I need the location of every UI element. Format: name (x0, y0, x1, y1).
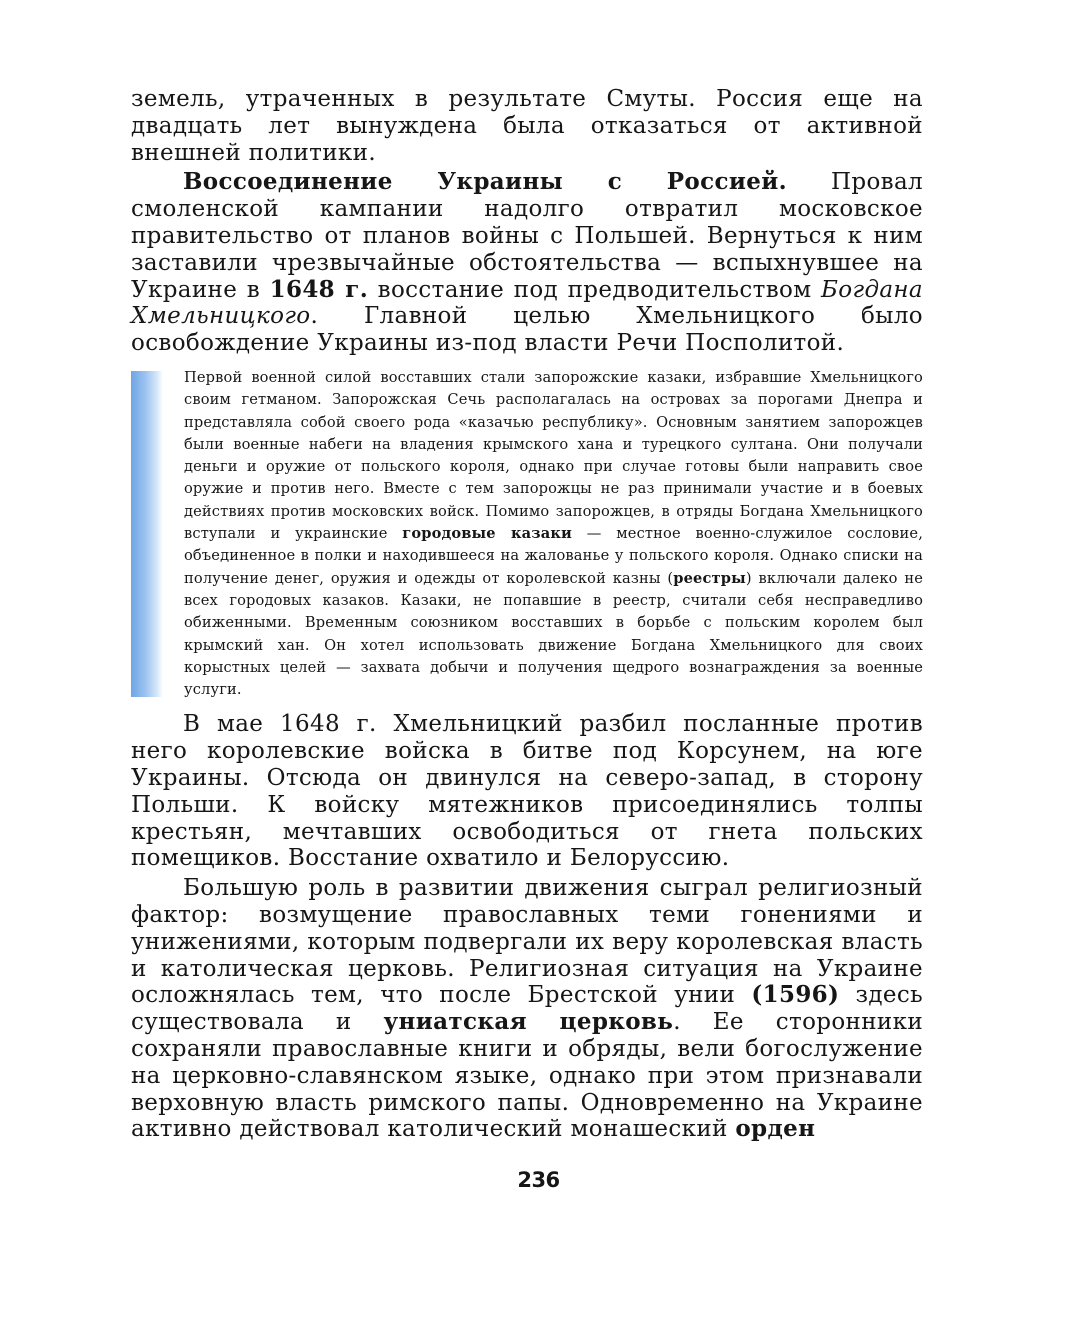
sidebar-note (131, 367, 923, 701)
sidebar-text-part: ) включали далеко не всех городовых казаков. Казаки, не попавшие в реестр, считали себя несправедливо обиженными. Временным союзником восставших в борьбе с польским королем был крымский хан. Он хотел использовать движение Богдана Хмельницкого для своих корыстных целей — захвата добычи и получения щедрого вознаграждения за военные услуги. (184, 569, 923, 699)
bold-term: орден (735, 1115, 816, 1143)
sidebar-text-part: Первой военной силой восставших стали запорожские казаки, избравшие Хмельницкого своим гетманом. Запорожская Сечь располагалась на островах за порогами Днепра и представляла собой своего рода «казачью республику». Основным занятием запорожцев были военные набеги на владения крымского хана и турецкого султана. Они получали деньги и оружие от польского короля, однако при случае готовы были направить свое оружие и против него. Вместе с тем запорожцы не раз принимали участие и в боевых действиях против московских войск. Помимо запорожцев, в отряды Богдана Хмельницкого вступали и украинские (184, 368, 923, 543)
paragraph-text: восстание под предводительством (368, 276, 822, 303)
sidebar-text-part: — местное военно-служилое сословие, объединенное в полки и находившееся на жалованье у польского короля. Однако списки на получение денег, оружия и одежды от королевской казны ( (184, 525, 923, 587)
paragraph-reunification (131, 169, 923, 357)
page-number: 236 (517, 1168, 560, 1192)
sidebar-text (184, 367, 923, 701)
bold-term: городовые казаки (402, 525, 572, 543)
bold-term: реестры (673, 569, 746, 587)
italic-name: Богдана Хмельницкого (131, 276, 923, 330)
paragraph-religion (131, 875, 923, 1143)
paragraph-text: . Главной целью Хмельницкого было освобождение Украины из-под власти Речи Посполитой. (131, 303, 923, 357)
bold-date: 1648 г. (269, 275, 369, 303)
bold-date: (1596) (751, 981, 840, 1009)
paragraph-text: земель, утраченных в результате Смуты. Россия еще на двадцать лет вынуждена была отказаться от активной внешней политики. (131, 86, 923, 166)
paragraph-text: здесь существовала и (131, 982, 923, 1036)
bold-term: униатская церковь (383, 1008, 674, 1036)
section-heading: Воссоединение Украины с Россией. (183, 168, 787, 196)
paragraph-text: Провал смоленской кампании надолго отвратил московское правительство от планов войны с Польшей. Вернуться к ним заставили чрезвычайные обстоятельства — вспыхнувшее на Украине в (131, 169, 923, 303)
page-body (131, 86, 923, 1143)
paragraph-korsun (131, 711, 923, 872)
paragraph-text: . Ее сторонники сохраняли православные книги и обряды, вели богослужение на церковно-славянском языке, однако при этом признавали верховную власть римского папы. Одновременно на Украине активно действовал католический монашеский (131, 1009, 923, 1143)
paragraph-text: В мае 1648 г. Хмельницкий разбил посланные против него королевские войска в битве под Корсунем, на юге Украины. Отсюда он двинулся на северо-запад, в сторону Польши. К войску мятежников присоединялись толпы крестьян, мечтавших освободиться от гнета польских помещиков. Восстание охватило и Белоруссию. (131, 711, 923, 872)
paragraph-text: Большую роль в развитии движения сыграл религиозный фактор: возмущение православных теми гонениями и унижениями, которым подвергали их веру королевская власть и католическая церковь. Религиозная ситуация на Украине осложнялась тем, что после Брестской унии (131, 875, 923, 1009)
paragraph-intro (131, 86, 923, 166)
sidebar-accent-bar (131, 371, 163, 697)
